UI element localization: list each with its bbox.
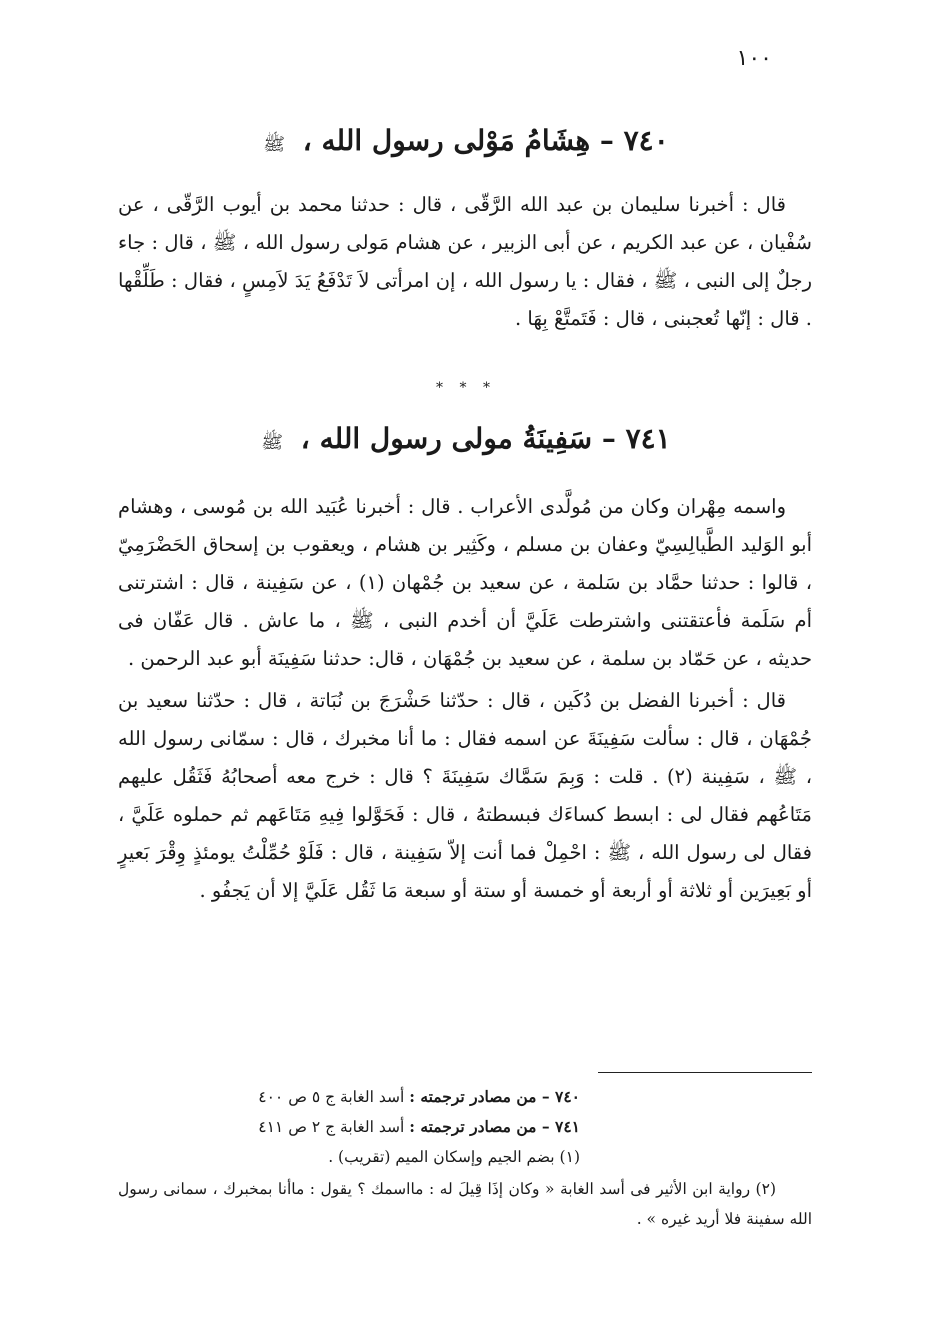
footnote-source-740-text: أسد الغابة ج ٥ ص ٤٠٠ [258,1088,405,1106]
section-separator: * * * [436,380,496,396]
footnote-source-741 [118,1112,812,1142]
entry-741-heading [0,422,932,457]
footnote-source-740-label: ٧٤٠ – من مصادر ترجمته : [409,1087,580,1106]
entry-741-name: سَفِينَةُ مولى رسول الله ، [300,422,593,455]
footnotes [118,1082,812,1234]
footnote-source-741-label: ٧٤١ – من مصادر ترجمته : [409,1117,580,1136]
footnote-rule [598,1072,812,1073]
footnote-1: (١) بضم الجيم وإسكان الميم (تقريب) . [328,1148,580,1166]
entry-740-number: ٧٤٠ [623,124,669,157]
entry-740-body [118,186,812,338]
honorific-icon: ﷺ [261,432,284,453]
honorific-icon: ﷺ [263,134,285,155]
page-number: ١٠٠ [736,46,772,71]
entry-740-heading [0,124,932,159]
entry-741-body [118,488,812,910]
entry-740-dash: – [599,124,614,157]
entry-741-dash: – [601,422,616,455]
entry-740-name: هِشَامُ مَوْلى رسول الله ، [302,124,591,157]
footnote-source-741-text: أسد الغابة ج ٢ ص ٤١١ [258,1118,405,1136]
footnote-source-740 [118,1082,812,1112]
footnote-2 [118,1174,812,1234]
entry-740-paragraph: قال : أخبرنا سليمان بن عبد الله الرَّقّى ، قال : حدثنا محمد بن أيوب الرَّقّى ، عن سُفْيان ، عن عبد الكريم ، عن أبى الزبير ، عن هشام مَولى رسول الله ، ﷺ ، قال : جاء رجلٌ إلى النبى ، ﷺ ، فقال : يا رسول الله ، إن امرأتى لاَ تَدْفَعُ يَدَ لاَمِسٍ ، فقال : طَلِّقْها . قال : إنّها تُعجبنى ، قال : فَتَمتَّعْ بِهَا . [118,193,812,330]
entry-741-paragraph-2: قال : أخبرنا الفضل بن دُكَين ، قال : حدّثنا حَشْرَجَ بن نُبَاتة ، قال : حدّثنا سعيد بن جُمْهَان ، قال : سألت سَفِينَةَ عن اسمه فقال : ما أنا مخبرك ، قال : سمّانى رسول الله ، ﷺ ، سَفِينة (٢) . قلت : وَبِمَ سَمَّاك سَفِينَةَ ؟ قال : خرج معه أصحابُهُ فَثَقُل عليهم مَتَاعُهم فقال لى : ابسط كساءَك فبسطتهُ ، قال : فَحَوَّلوا فِيهِ مَتَاعَهم ثم حملوه عَلَيَّ ، فقال لى رسول الله ، ﷺ : احْمِلْ فما أنت إلاّ سَفِينة ، قال : فَلَوْ حُمِّلْتُ يومئذٍ وِقْرَ بَعيرٍ أو بَعِيرَين أو ثلاثة أو أربعة أو خمسة أو ستة أو سبعة مَا ثَقُل عَلَيَّ إلا أن يَجفُو . [118,689,812,902]
entry-741-paragraph-1: واسمه مِهْران وكان من مُولَّدى الأعراب . قال : أخبرنا عُبَيد الله بن مُوسى ، وهشام أبو الوَليد الطَّيالِسِيّ وعفان بن مسلم ، وكَثِير بن هشام ، ويعقوب بن إسحاق الحَضْرَمِيّ ، قالوا : حدثنا حمَّاد بن سَلمة ، عن سعيد بن جُمْهان (١) ، عن سَفِينة ، قال : اشترتنى أم سَلَمة فأعتقتنى واشترطت عَلَيَّ أن أخدم النبى ، ﷺ ، ما عاش . قال عَفّان فى حديثه ، عن حَمّاد بن سلمة ، عن سعيد بن جُمْهَان ، قال: حدثنا سَفِينَة أبو عبد الرحمن . [118,495,812,670]
footnote-2-text: (٢) رواية ابن الأثير فى أسد الغابة « وكان إذَا قِيلَ له : مااسمك ؟ يقول : ماأنا بمخبرك ، سمانى رسول الله سفينة فلا أريد غيره » . [118,1180,812,1228]
entry-741-number: ٧٤١ [625,422,671,455]
